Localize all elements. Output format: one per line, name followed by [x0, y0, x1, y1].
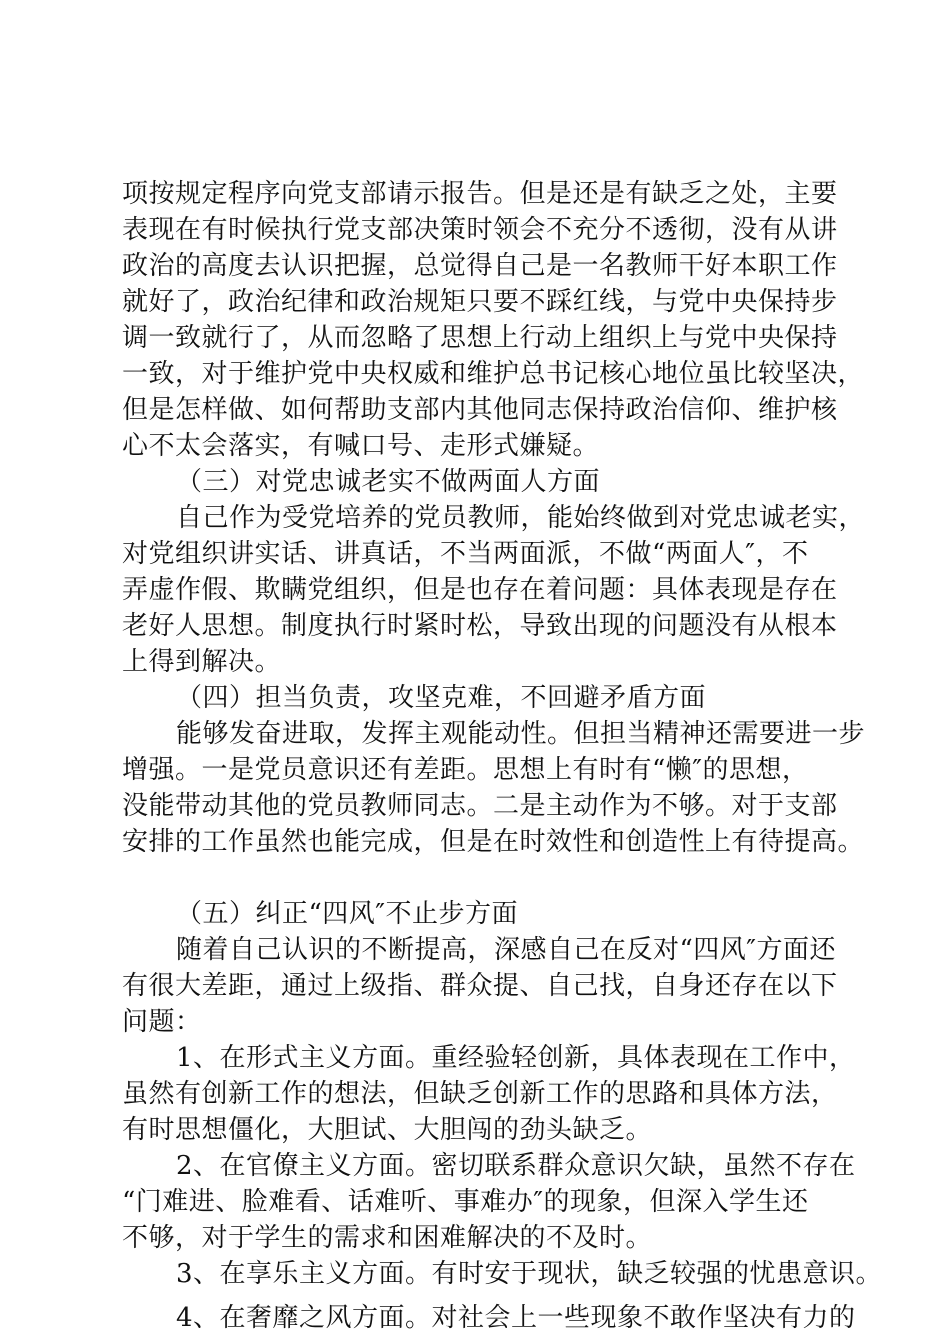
section-heading-5: （五）纠正“四风″不止步方面 — [176, 899, 519, 929]
list-item-4: 4、在奢靡之风方面。对社会上一些现象不敢作坚决有力的 — [176, 1303, 856, 1333]
text-line: 调一致就行了，从而忽略了思想上行动上组织上与党中央保持 — [122, 323, 838, 353]
text-line: 有很大差距，通过上级指、群众提、自己找，自身还存在以下 — [122, 971, 838, 1001]
text-line: 弄虚作假、欺瞒党组织，但是也存在着问题：具体表现是存在 — [122, 575, 838, 605]
text-line: 能够发奋进取，发挥主观能动性。但担当精神还需要进一步 — [176, 719, 866, 749]
text-line: 随着自己认识的不断提高，深感自己在反对“四风″方面还 — [176, 935, 837, 965]
text-line: 表现在有时候执行党支部决策时领会不充分不透彻，没有从讲 — [122, 215, 838, 245]
text-line: 老好人思想。制度执行时紧时松，导致出现的问题没有从根本 — [122, 611, 838, 641]
list-item-3: 3、在享乐主义方面。有时安于现状，缺乏较强的忧患意识。 — [176, 1259, 883, 1289]
text-line: 一致，对于维护党中央权威和维护总书记核心地位虽比较坚决， — [122, 359, 865, 389]
text-line: 增强。一是党员意识还有差距。思想上有时有“懒″的思想， — [122, 755, 809, 785]
text-line: 有时思想僵化，大胆试、大胆闯的劲头缺乏。 — [122, 1115, 653, 1145]
text-line: 政治的高度去认识把握，总觉得自己是一名教师干好本职工作 — [122, 251, 838, 281]
text-line: 就好了，政治纪律和政治规矩只要不踩红线，与党中央保持步 — [122, 287, 838, 317]
text-line: “门难进、脸难看、话难听、事难办″的现象，但深入学生还 — [122, 1187, 809, 1217]
text-line: 没能带动其他的党员教师同志。二是主动作为不够。对于支部 — [122, 791, 838, 821]
text-line: 不够，对于学生的需求和困难解决的不及时。 — [122, 1223, 653, 1253]
section-heading-3: （三）对党忠诚老实不做两面人方面 — [176, 467, 601, 497]
list-item-1: 1、在形式主义方面。重经验轻创新，具体表现在工作中， — [176, 1043, 856, 1073]
text-line: 对党组织讲实话、讲真话，不当两面派，不做“两面人″，不 — [122, 539, 809, 569]
text-line: 但是怎样做、如何帮助支部内其他同志保持政治信仰、维护核 — [122, 395, 838, 425]
text-line: 心不太会落实，有喊口号、走形式嫌疑。 — [122, 431, 600, 461]
text-line: 自己作为受党培养的党员教师，能始终做到对党忠诚老实， — [176, 503, 866, 533]
text-line: 上得到解决。 — [122, 647, 282, 677]
text-line: 安排的工作虽然也能完成，但是在时效性和创造性上有待提高。 — [122, 827, 865, 857]
text-line: 项按规定程序向党支部请示报告。但是还是有缺乏之处，主要 — [122, 179, 838, 209]
list-item-2: 2、在官僚主义方面。密切联系群众意识欠缺，虽然不存在 — [176, 1151, 856, 1181]
section-heading-4: （四）担当负责，攻坚克难，不回避矛盾方面 — [176, 683, 707, 713]
text-line: 虽然有创新工作的想法，但缺乏创新工作的思路和具体方法， — [122, 1079, 838, 1109]
text-line: 问题： — [122, 1007, 202, 1037]
